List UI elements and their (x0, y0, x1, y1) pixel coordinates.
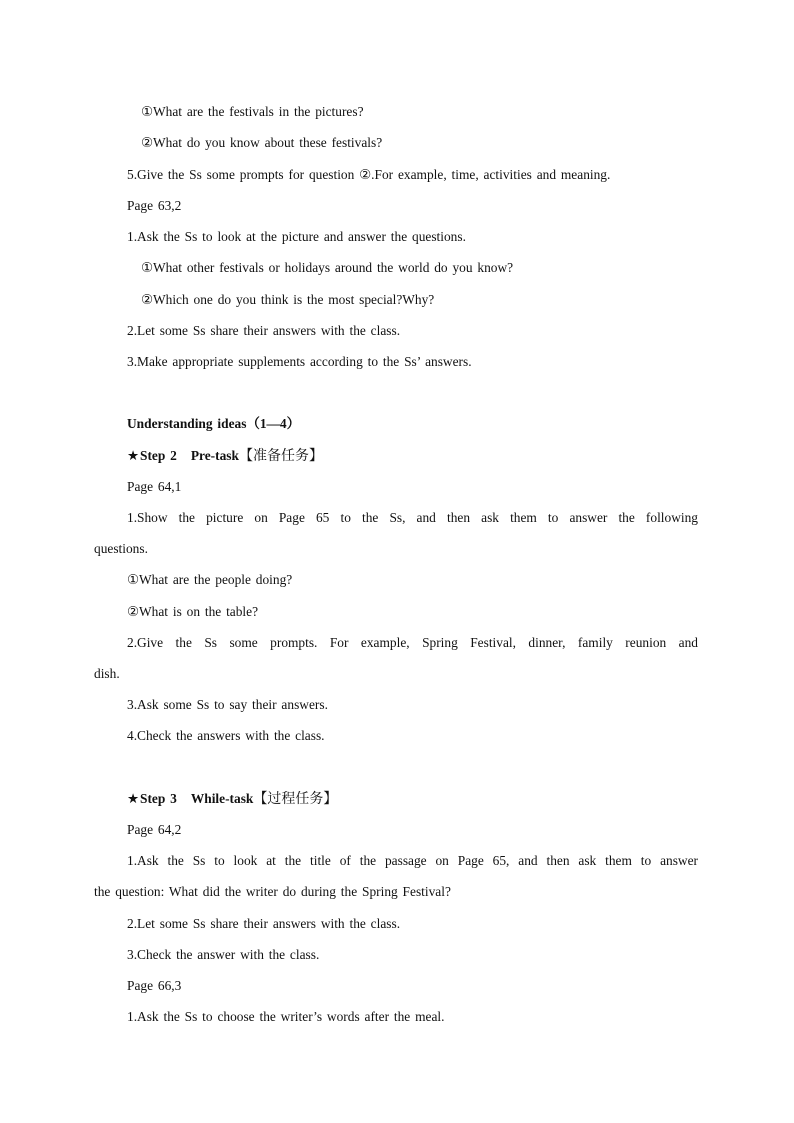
question-know-festivals: ②What do you know about these festivals? (141, 135, 383, 150)
page-reference: Page 64,2 (127, 822, 182, 837)
instruction-item-5: 5.Give the Ss some prompts for question ②.For example, time, activities and meaning. (127, 167, 611, 182)
star-icon: ★ (127, 448, 140, 463)
step-3-heading (127, 790, 337, 809)
instruction-item-3: 3.Check the answer with the class. (127, 947, 320, 962)
instruction-item-1: 1.Ask the Ss to look at the title of the passage on Page 65, and then ask them to answer (127, 853, 698, 868)
question-on-table: ②What is on the table? (127, 604, 259, 619)
instruction-item-1: 1.Ask the Ss to look at the picture and answer the questions. (127, 229, 466, 244)
instruction-item-4: 1.Ask the Ss to choose the writer’s words after the meal. (127, 1009, 445, 1024)
page-reference: Page 64,1 (127, 479, 182, 494)
section-heading: Understanding ideas（1—4） (127, 416, 301, 431)
step-2-label: Step 2 (140, 448, 177, 463)
instruction-item-3: 3.Ask some Ss to say their answers. (127, 697, 328, 712)
page-reference: Page 66,3 (127, 978, 182, 993)
instruction-item-2: 2.Let some Ss share their answers with the class. (127, 916, 401, 931)
step-3-label: Step 3 (140, 791, 177, 806)
step-2-heading (127, 447, 323, 466)
instruction-item-2: 2.Give the Ss some prompts. For example, Spring Festival, dinner, family reunion and (127, 635, 698, 650)
step-3-cn: 【过程任务】 (253, 792, 338, 807)
question-most-special: ②Which one do you think is the most special?Why? (141, 292, 435, 307)
page-reference: Page 63,2 (127, 198, 182, 213)
step-3-name: While-task (190, 791, 254, 806)
step-2-cn: 【准备任务】 (238, 449, 323, 464)
instruction-item-2: 2.Let some Ss share their answers with the class. (127, 323, 401, 338)
instruction-item-4: 4.Check the answers with the class. (127, 728, 325, 743)
instruction-item-1: 1.Show the picture on Page 65 to the Ss, and then ask them to answer the following (127, 510, 698, 525)
instruction-item-2-cont: dish. (94, 666, 120, 681)
star-icon: ★ (127, 791, 140, 806)
question-people-doing: ①What are the people doing? (127, 572, 293, 587)
instruction-item-3: 3.Make appropriate supplements according to the Ss’ answers. (127, 354, 472, 369)
instruction-item-1-cont: questions. (94, 541, 148, 556)
question-other-festivals: ①What other festivals or holidays around the world do you know? (141, 260, 514, 275)
step-2-name: Pre-task (190, 448, 239, 463)
instruction-item-1-cont: the question: What did the writer do during the Spring Festival? (94, 884, 451, 899)
question-festivals: ①What are the festivals in the pictures? (141, 104, 364, 119)
